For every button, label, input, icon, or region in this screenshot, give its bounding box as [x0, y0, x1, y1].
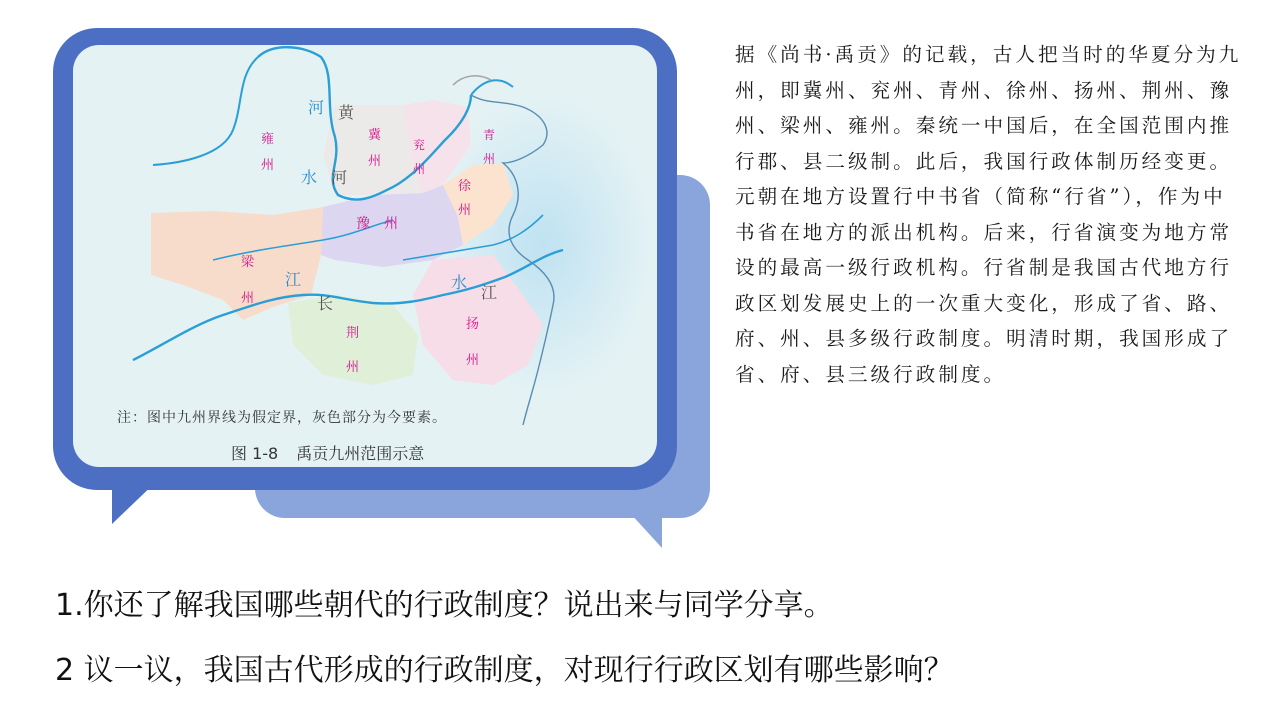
river-label-shui-east: 水: [451, 273, 468, 292]
question-1: 1.你还了解我国哪些朝代的行政制度？说出来与同学分享。: [55, 588, 834, 623]
back-speech-bubble-tail: [618, 500, 662, 548]
yangzhou-label-char2: 州: [466, 353, 480, 368]
jizhou-label-char1: 冀: [368, 128, 382, 143]
yellow-river-upper-line: [153, 57, 258, 165]
yongzhou-label: [261, 127, 274, 179]
river-label-chang: 长: [317, 294, 334, 313]
river-label-he: 河: [308, 98, 325, 117]
liangzhou-label: [241, 245, 254, 317]
yanzhou-label: [413, 133, 425, 181]
jingzhou-label-char2: 州: [346, 360, 360, 375]
figure-title: 禹贡九州范围示意: [296, 444, 425, 463]
xuzhou-label: [458, 175, 471, 223]
river-label-jiang-west: 江: [285, 270, 302, 289]
jiuzhou-map: [73, 45, 657, 467]
yugong-jiuzhou-map-figure: [73, 45, 657, 467]
yangzhou-label: [466, 307, 479, 379]
jizhou-label: [368, 123, 381, 175]
passage-text: 据《尚书·禹贡》的记载，古人把当时的华夏分为九州，即冀州、兖州、青州、徐州、扬州、荆州、豫州、梁州、雍州。秦统一中国后，在全国范围内推行郡、县二级制。此后，我国行政体制历经变更。元朝在地方设置行中书省（简称“行省”），作为中书省在地方的派出机构。后来，行省演变为地方常设的最高一级行政机构。行省制是我国古代地方行政区划发展史上的一次重大变化，形成了省、路、府、州、县多级行政制度。明清时期，我国形成了省、府、县三级行政制度。: [735, 43, 1242, 386]
map-note: 注：图中九州界线为假定界，灰色部分为今要素。: [117, 410, 447, 426]
jizhou-label-char2: 州: [368, 154, 382, 169]
yanzhou-label-char2: 州: [413, 162, 426, 176]
yanzhou-label-char1: 兖: [413, 138, 426, 152]
qingzhou-label-char2: 州: [483, 152, 496, 166]
question-2: 2 议一议，我国古代形成的行政制度，对现行行政区划有哪些影响？: [55, 653, 954, 688]
yongzhou-label-char1: 雍: [261, 132, 275, 147]
figure-caption: [231, 441, 424, 464]
xuzhou-label-char2: 州: [458, 203, 472, 218]
figure-number: 图 1-8: [231, 444, 279, 463]
river-label-he-2: 河: [331, 168, 348, 187]
jingzhou-label: [346, 317, 359, 385]
yongzhou-label-char2: 州: [261, 158, 275, 173]
liangzhou-label-char1: 梁: [241, 255, 255, 270]
yangzhou-label-char1: 扬: [466, 317, 480, 332]
xuzhou-label-char1: 徐: [458, 179, 472, 194]
yellow-river-mouth-line: [471, 80, 513, 95]
front-speech-bubble-tail: [112, 478, 160, 524]
yuzhou-label: 豫 州: [356, 216, 398, 232]
qingzhou-label: [483, 123, 495, 171]
liangzhou-label-char2: 州: [241, 291, 255, 306]
jingzhou-label-char1: 荆: [346, 326, 360, 341]
river-label-jiang-east: 江: [481, 283, 498, 302]
river-label-huang: 黄: [338, 103, 355, 122]
qingzhou-label-char1: 青: [483, 128, 496, 142]
river-label-shui-north: 水: [301, 168, 318, 187]
